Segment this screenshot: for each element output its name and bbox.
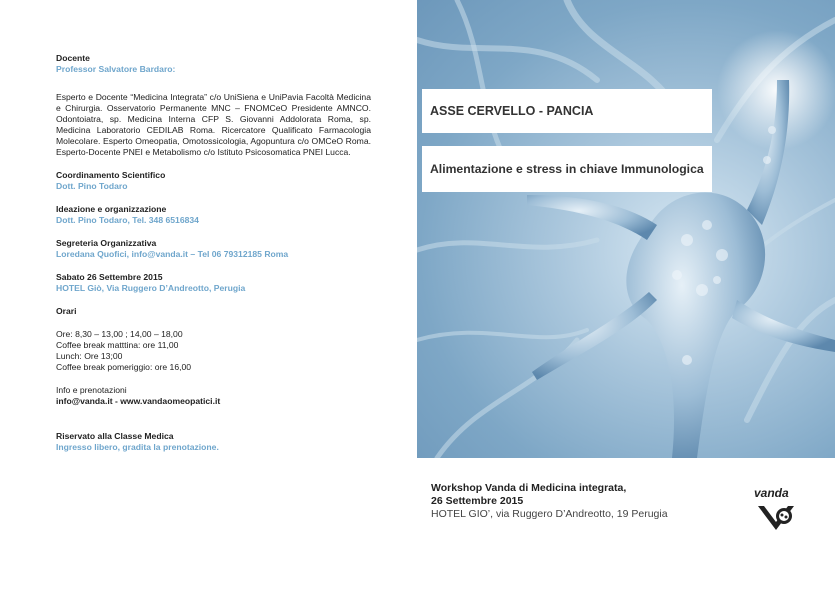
info-column xyxy=(56,53,371,453)
workshop-info xyxy=(431,482,668,521)
docente-name: Professor Salvatore Bardaro: xyxy=(56,64,176,74)
riservato-label: Riservato alla Classe Medica xyxy=(56,431,174,441)
hours-list xyxy=(56,329,371,373)
docente-label: Docente xyxy=(56,53,90,63)
venue-value: HOTEL Giò, Via Ruggero D’Andreotto, Perugia xyxy=(56,283,246,293)
workshop-title: Workshop Vanda di Medicina integrata, xyxy=(431,482,627,494)
subtitle-band: Alimentazione e stress in chiave Immunologica xyxy=(422,146,712,192)
info-label: Info e prenotazioni xyxy=(56,385,127,395)
coordinamento-label: Coordinamento Scientifico xyxy=(56,170,166,180)
orari-label: Orari xyxy=(56,306,77,316)
workshop-date: 26 Settembre 2015 xyxy=(431,495,524,507)
hours-item: Coffee break matttina: ore 11,00 xyxy=(56,340,179,350)
vanda-logo-icon xyxy=(754,500,798,544)
riservato-value: Ingresso libero, gradita la prenotazione. xyxy=(56,442,219,452)
info-value: info@vanda.it - www.vandaomeopatici.it xyxy=(56,396,221,406)
title-band: ASSE CERVELLO - PANCIA xyxy=(422,89,712,133)
hours-item: Coffee break pomeriggio: ore 16,00 xyxy=(56,362,192,372)
workshop-address: HOTEL GIO’, via Ruggero D’Andreotto, 19 Perugia xyxy=(431,508,668,520)
date-label: Sabato 26 Settembre 2015 xyxy=(56,272,163,282)
vanda-logo-text: vanda xyxy=(754,486,789,500)
docente-bio: Esperto e Docente “Medicina Integrata” c/o UniSiena e UniPavia Facoltà Medicina e Chirurgia. Osservatorio Permanente MNC – FNOMCeO Presidente AMNCO. Odontoiatra, sp. Medicina Interna CFP S. Giovanni Addolorata Roma, sp. Medicina Laboratorio CEDILAB Roma. Ricercatore Qualificato Farmacologia Molecolare. Esperto Omeopatia, Omotossicologia, Agopuntura c/o OMCeO Roma. Esperto-Docente PNEI e Metabolismo c/o Istituto Psicosomatica PNEI Lucca. xyxy=(56,92,371,157)
hours-item: Lunch: Ore 13;00 xyxy=(56,351,123,361)
ideazione-label: Ideazione e organizzazione xyxy=(56,204,167,214)
neuron-illustration xyxy=(417,0,835,458)
ideazione-value: Dott. Pino Todaro, Tel. 348 6516834 xyxy=(56,215,199,225)
neuron-image-panel xyxy=(417,0,835,458)
coordinamento-value: Dott. Pino Todaro xyxy=(56,181,128,191)
segreteria-value: Loredana Quofici, info@vanda.it – Tel 06 79312185 Roma xyxy=(56,249,289,259)
segreteria-label: Segreteria Organizzativa xyxy=(56,238,157,248)
hours-item: Ore: 8,30 – 13,00 ; 14,00 – 18,00 xyxy=(56,329,183,339)
